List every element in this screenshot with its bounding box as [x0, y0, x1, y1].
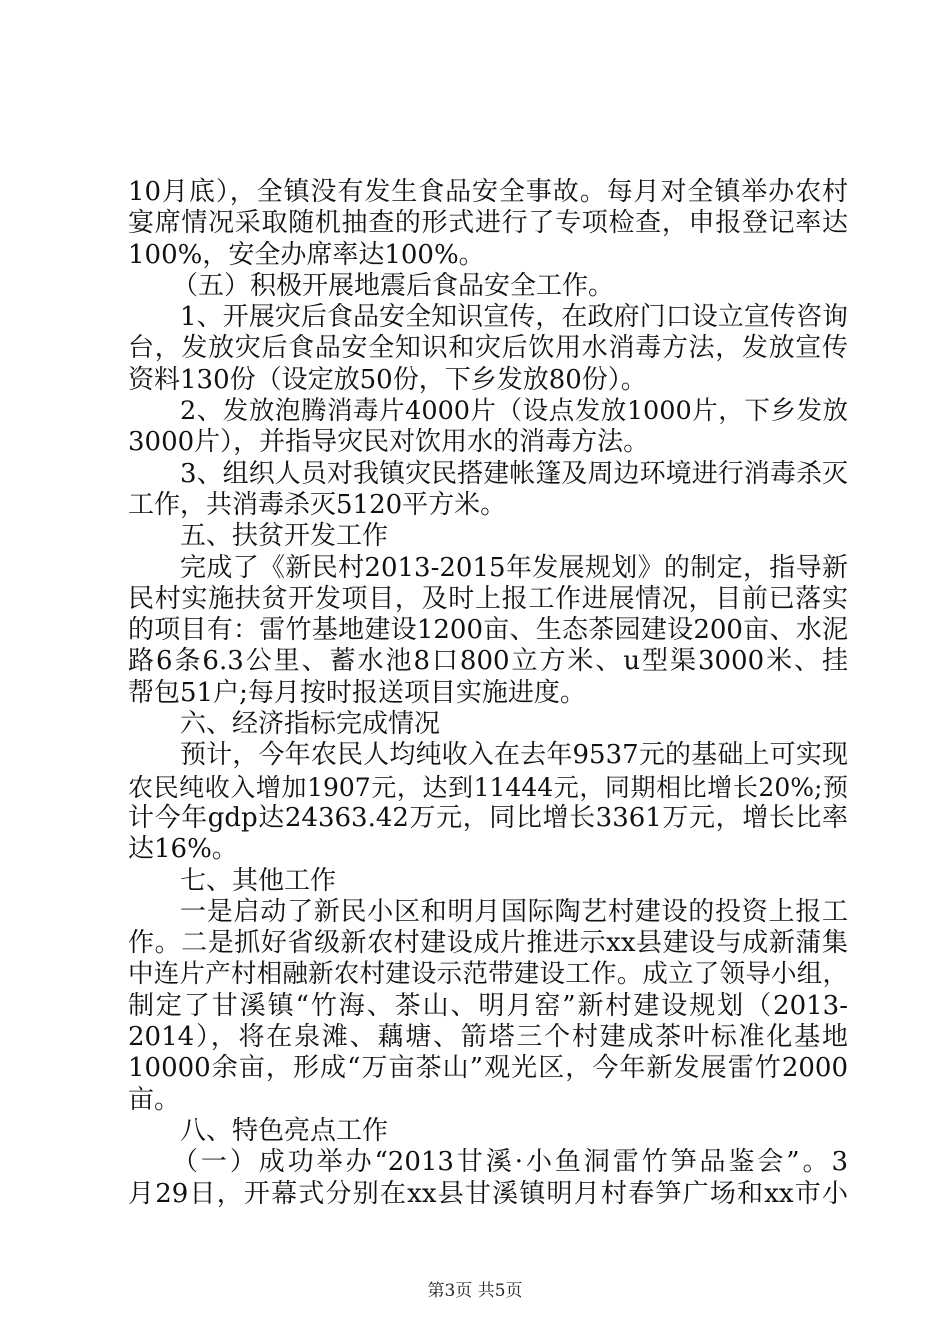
text-line: 预计，今年农民人均纯收入在去年9537元的基础上可实现 [180, 740, 848, 771]
text-line: 路6条6.3公里、蓄水池8口800立方米、u型渠3000米、挂 [128, 646, 848, 677]
text-line: 民村实施扶贫开发项目，及时上报工作进展情况，目前已落实 [128, 583, 848, 614]
text-line: 10月底），全镇没有发生食品安全事故。每月对全镇举办农村 [128, 177, 848, 207]
text-line: 2、发放泡腾消毒片4000片（设点发放1000片，下乡发放 [180, 396, 848, 427]
text-line: 中连片产村相融新农村建设示范带建设工作。成立了领导小组， [128, 959, 848, 990]
text-line: 帮包51户;每月按时报送项目实施进度。 [128, 677, 586, 708]
text-line: 一是启动了新民小区和明月国际陶艺村建设的投资上报工 [180, 896, 848, 927]
text-line: 1、开展灾后食品安全知识宣传，在政府门口设立宣传咨询 [180, 302, 848, 333]
text-line: 宴席情况采取随机抽查的形式进行了专项检查，申报登记率达 [128, 208, 848, 239]
document-body [128, 177, 848, 1210]
text-line: （一）成功举办“2013甘溪·小鱼洞雷竹笋品鉴会”。3 [172, 1147, 848, 1178]
text-line: 作。二是抓好省级新农村建设成片推进示xx县建设与成新蒲集 [128, 928, 848, 959]
text-line: 3000片），并指导灾民对饮用水的消毒方法。 [128, 427, 650, 458]
section-heading: 七、其他工作 [180, 865, 337, 896]
text-line: 达16%。 [128, 834, 238, 865]
text-line: 农民纯收入增加1907元，达到11444元，同期相比增长20%;预 [128, 772, 848, 802]
text-line: 3、组织人员对我镇灾民搭建帐篷及周边环境进行消毒杀灭 [180, 458, 848, 489]
text-line: 工作，共消毒杀灭5120平方米。 [128, 489, 507, 520]
text-line: 10000余亩，形成“万亩茶山”观光区，今年新发展雷竹2000 [128, 1053, 848, 1084]
section-heading: 八、特色亮点工作 [180, 1115, 389, 1146]
section-heading: 五、扶贫开发工作 [180, 521, 389, 552]
section-heading: 六、经济指标完成情况 [180, 709, 441, 740]
page-number-footer: 第3页 共5页 [427, 1281, 523, 1301]
text-line: 月29日，开幕式分别在xx县甘溪镇明月村春笋广场和xx市小 [128, 1178, 848, 1209]
text-line: 100%，安全办席率达100%。 [128, 239, 485, 270]
text-line: 计今年gdp达24363.42万元，同比增长3361万元，增长比率 [128, 802, 848, 833]
text-line: 资料130份（设定放50份，下乡发放80份）。 [128, 364, 647, 395]
section-heading: （五）积极开展地震后食品安全工作。 [172, 270, 615, 301]
text-line: 完成了《新民村2013-2015年发展规划》的制定，指导新 [180, 552, 848, 583]
text-line: 的项目有：雷竹基地建设1200亩、生态茶园建设200亩、水泥 [128, 615, 848, 646]
text-line: 2014），将在泉滩、藕塘、箭塔三个村建成茶叶标准化基地 [128, 1022, 848, 1053]
text-line: 台，发放灾后食品安全知识和灾后饮用水消毒方法，发放宣传 [128, 333, 848, 364]
text-line: 亩。 [128, 1084, 181, 1115]
text-line: 制定了甘溪镇“竹海、茶山、明月窑”新村建设规划（2013- [128, 990, 848, 1021]
